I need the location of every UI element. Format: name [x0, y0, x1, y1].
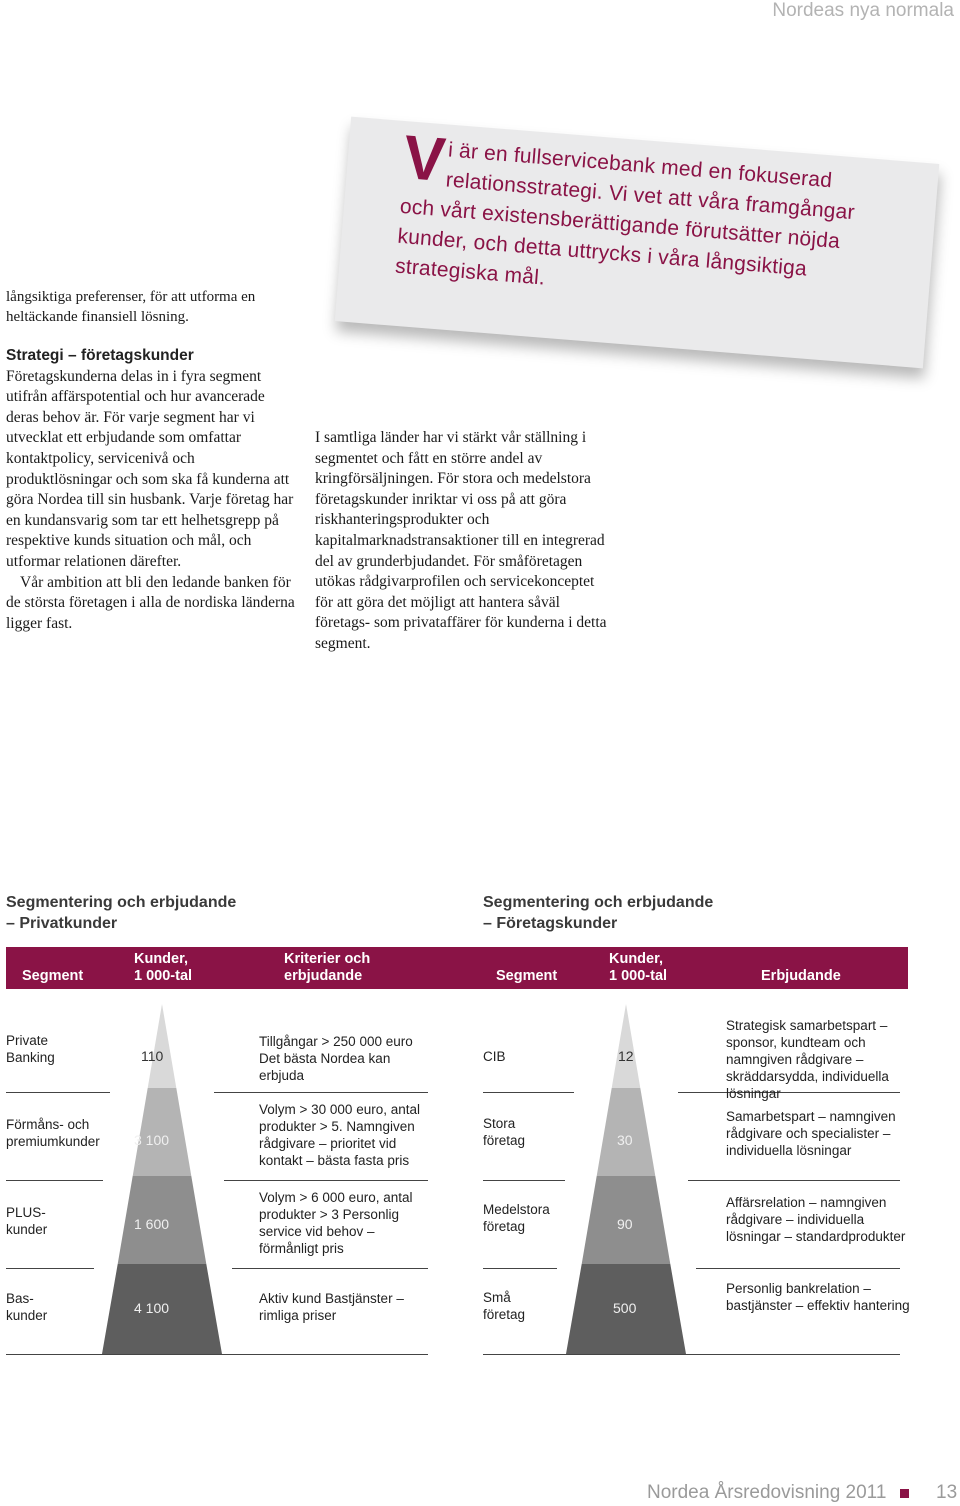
- corporate-rule-4: [483, 1354, 900, 1355]
- corporate-table-title: [483, 892, 713, 934]
- intro-text: långsiktiga preferenser, för att utforma en heltäckande finansiell lösning.: [6, 289, 256, 325]
- pull-quote-initial: V: [401, 123, 449, 196]
- corporate-row-4-customers: 500: [613, 1300, 637, 1316]
- private-rule-4: [6, 1354, 428, 1355]
- page-number: 13: [936, 1482, 958, 1503]
- corporate-row-4-offering: Personlig bankrelation – bastjänster – effektiv hantering: [726, 1281, 910, 1313]
- corporate-rule-2b: [688, 1180, 900, 1181]
- corporate-header-customers-l2: 1 000-tal: [609, 968, 668, 984]
- private-table-title: [6, 892, 236, 934]
- private-rule-2: [6, 1180, 103, 1181]
- corporate-row-3-customers: 90: [617, 1216, 633, 1232]
- private-row-1-criteria: Tillgångar > 250 000 euro Det bästa Nordea kan erbjuda: [259, 1034, 413, 1083]
- private-header-criteria: [284, 951, 370, 985]
- corporate-rule-2: [483, 1180, 565, 1181]
- corporate-header-segment: Segment: [496, 968, 558, 984]
- corporate-rule-3b: [696, 1268, 900, 1269]
- strategy-paragraph-1: Företagskunderna delas in i fyra segment utifrån affärspotential och hur avancerade deras behov är. För varje segment har vi utvecklat ett erbjudande som omfattar kontaktpolicy, servicenivå och produktlösningar och som ska få kunderna att göra Nordea till sin husbank. Varje företag har en kundansvarig som tar ett helhetsgrepp på respektive kunds situation och mål, och utformar relationen därefter.: [6, 367, 294, 570]
- corporate-header-offering: Erbjudande: [761, 968, 841, 984]
- private-row-3-customers: 1 600: [134, 1216, 170, 1232]
- private-rule-1b: [214, 1092, 428, 1093]
- private-header-customers-l2: 1 000-tal: [134, 968, 193, 984]
- strategy-heading: Strategi – företagskunder: [6, 347, 194, 364]
- private-row-1-customers: 110: [141, 1048, 164, 1064]
- corporate-row-1-offering: Strategisk samarbetspart – sponsor, kundteam och namngiven rådgivare – skräddarsydda, individuella lösningar: [726, 1018, 889, 1101]
- private-header-criteria-l2: erbjudande: [284, 968, 363, 984]
- corporate-row-4-segment: Små företag: [483, 1290, 526, 1322]
- corporate-rule-1: [483, 1092, 574, 1093]
- private-title-line1: Segmentering och erbjudande: [6, 894, 237, 911]
- corporate-header-customers-l1: Kunder,: [609, 951, 663, 967]
- private-row-3-criteria: Volym > 6 000 euro, antal produkter > 3 Personlig service vid behov – förmånligt pris: [259, 1190, 413, 1256]
- footer-title: Nordea Årsredovisning 2011: [647, 1482, 887, 1503]
- private-header-segment: Segment: [22, 968, 84, 984]
- private-rule-1: [6, 1092, 110, 1093]
- private-row-2-segment: Förmåns- och premiumkunder: [6, 1117, 100, 1149]
- footer-square-icon: [900, 1489, 909, 1498]
- corporate-pyramid-tier-1: [612, 1004, 641, 1088]
- corporate-row-2-customers: 30: [617, 1132, 633, 1148]
- corporate-row-3-offering: Affärsrelation – namngiven rådgivare – individuella lösningar – standardprodukter: [726, 1195, 906, 1244]
- private-rule-3: [6, 1268, 94, 1269]
- private-row-3-segment: PLUS-kunder: [6, 1205, 48, 1237]
- private-header-criteria-l1: Kriterier och: [284, 951, 371, 967]
- corporate-row-2-offering: Samarbetspart – namngiven rådgivare och specialister – individuella lösningar: [726, 1109, 896, 1158]
- corporate-row-1-customers: 12: [618, 1048, 634, 1064]
- private-row-2-criteria: Volym > 30 000 euro, antal produkter > 5. Namngiven rådgivare – prioritet vid kontakt – bästa fasta pris: [259, 1102, 420, 1168]
- strategy-section: [6, 346, 296, 634]
- corporate-row-2-segment: Stora företag: [483, 1116, 526, 1148]
- private-row-4-segment: Bas-kunder: [6, 1291, 48, 1323]
- private-header-customers: [134, 951, 192, 985]
- corporate-rule-3: [483, 1268, 557, 1269]
- corporate-header-customers: [609, 951, 667, 985]
- corporate-title-line2: – Företagskunder: [483, 915, 618, 932]
- running-head: Nordeas nya normala: [772, 0, 954, 21]
- private-rule-2b: [224, 1180, 428, 1181]
- middle-text: I samtliga länder har vi stärkt vår ställning i segmentet och fått en större andel av kringförsäljningen. För stora och medelstora företagskunder inriktar vi oss på att göra riskhanteringsprodukter och kapitalmarknadstransaktioner till en integrerad del av grunderbjudandet. För småföretagen utökas rådgivarprofilen och servicekonceptet för att göra det möjligt att hantera såväl företags- som privataffärer för kunderna i detta segment.: [315, 429, 607, 652]
- private-title-line2: – Privatkunder: [6, 915, 118, 932]
- pull-quote-text: i är en fullservicebank med en fokuserad relationsstrategi. Vi vet att våra framgångar och vårt existensberättigande förutsätter nöjda kunder, och detta uttrycks i våra långsiktiga strategiska mål.: [394, 138, 856, 290]
- strategy-paragraph-2: Vår ambition att bli den ledande banken för de största företagen i alla de nordiska länderna ligger fast.: [6, 573, 295, 632]
- corporate-row-3-segment: Medelstora företag: [483, 1202, 550, 1234]
- private-rule-3b: [232, 1268, 428, 1269]
- private-header-customers-l1: Kunder,: [134, 951, 188, 967]
- private-pyramid-tier-1: [148, 1004, 177, 1088]
- private-row-1-segment: Private Banking: [6, 1033, 55, 1065]
- corporate-row-1-segment: CIB: [483, 1049, 506, 1064]
- private-row-4-criteria: Aktiv kund Bastjänster – rimliga priser: [259, 1291, 404, 1323]
- corporate-title-line1: Segmentering och erbjudande: [483, 894, 714, 911]
- private-row-2-customers: 3 100: [134, 1132, 170, 1148]
- private-row-4-customers: 4 100: [134, 1300, 170, 1316]
